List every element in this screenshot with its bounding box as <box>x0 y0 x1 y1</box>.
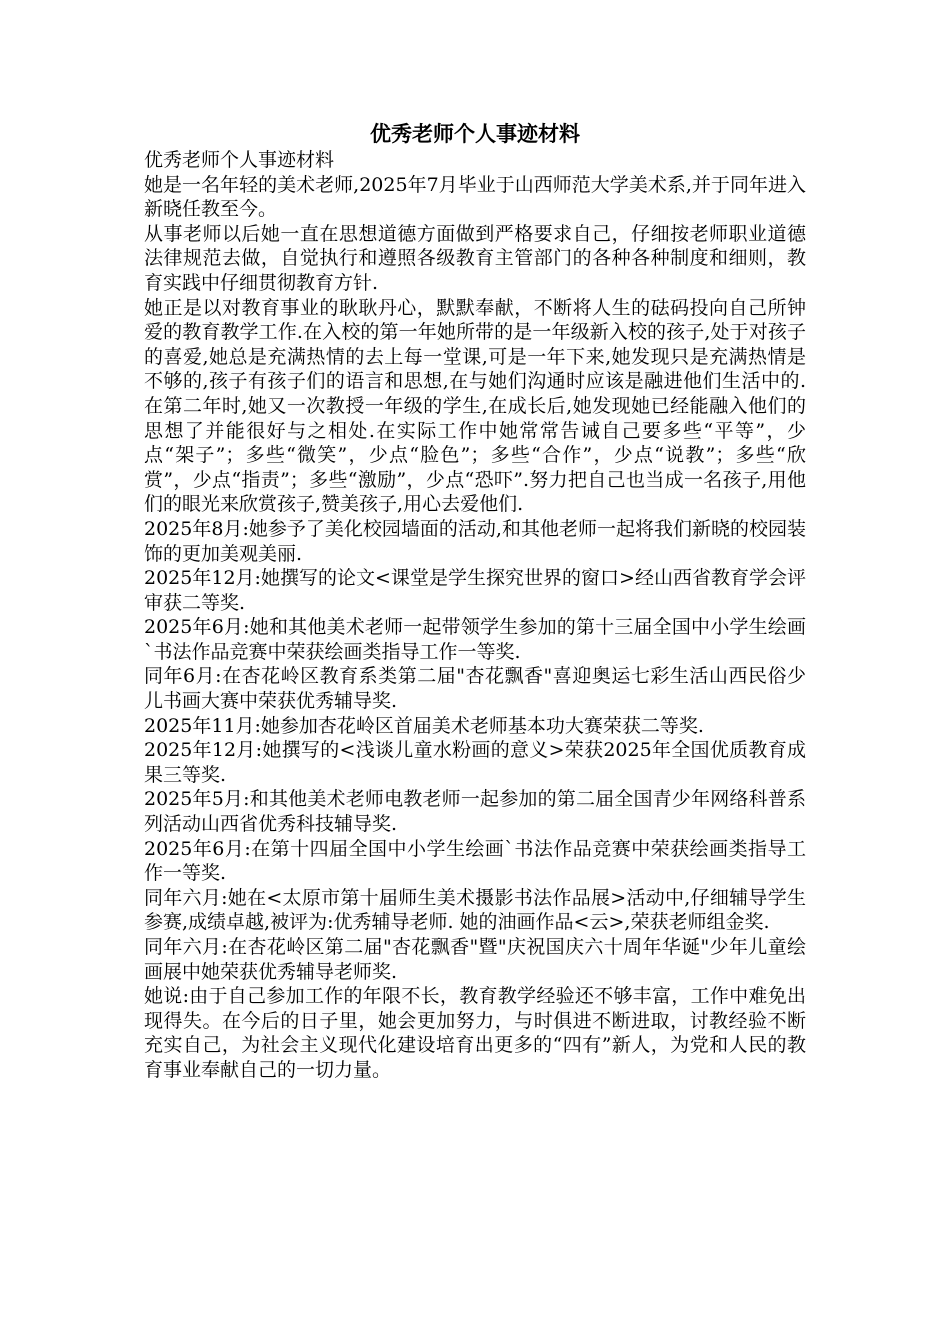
paragraph-achievement: 同年六月:她在<太原市第十届师生美术摄影书法作品展>活动中,仔细辅导学生参赛,成绩卓越,被评为:优秀辅导老师. 她的油画作品<云>,荣获老师组金奖. <box>144 886 806 934</box>
paragraph-subtitle: 优秀老师个人事迹材料 <box>144 149 335 171</box>
paragraph-dedication: 她正是以对教育事业的耿耿丹心，默默奉献，不断将人生的砝码投向自己所钟爱的教育教学工作.在入校的第一年她所带的是一年级新入校的孩子,处于对孩子的喜爱,她总是充满热情的去上每一堂课,可是一年下来,她发现只是充满热情是不够的,孩子有孩子们的语言和思想,在与她们沟通时应该是融进他们生活中的.在第二年时,她又一次教授一年级的学生,在成长后,她发现她已经能融入他们的思想了并能很好与之相处.在实际工作中她常常告诫自己要多些“平等”，少点“架子”；多些“微笑”，少点“脸色”；多些“合作”，少点“说教”；多些“欣赏”，少点“指责”；多些“激励”，少点“恐吓”.努力把自己也当成一名孩子,用他们的眼光来欣赏孩子,赞美孩子,用心去爱他们. <box>144 296 806 516</box>
paragraph-achievement: 同年六月:在杏花岭区第二届"杏花飘香"暨"庆祝国庆六十周年华诞"少年儿童绘画展中她荣获优秀辅导老师奖. <box>144 936 806 983</box>
paragraph-achievement: 2025年6月:在第十四届全国中小学生绘画`书法作品竞赛中荣获绘画类指导工作一等奖. <box>144 837 806 885</box>
paragraph-achievement: 2025年8月:她参予了美化校园墙面的活动,和其他老师一起将我们新晓的校园装饰的更加美观美丽. <box>144 517 806 565</box>
paragraph-achievement: 2025年5月:和其他美术老师电教老师一起参加的第二届全国青少年网络科普系列活动山西省优秀科技辅导奖. <box>144 788 806 836</box>
document-title: 优秀老师个人事迹材料 <box>370 121 580 146</box>
paragraph-achievement: 同年6月:在杏花岭区教育系类第二届"杏花飘香"喜迎奥运七彩生活山西民俗少儿书画大赛中荣获优秀辅导奖. <box>144 665 806 713</box>
paragraph-ethics: 从事老师以后她一直在思想道德方面做到严格要求自己，仔细按老师职业道德法律规范去做，自觉执行和遵照各级教育主管部门的各种各种制度和细则，教育实践中仔细贯彻教育方针. <box>144 222 806 294</box>
paragraph-achievement: 2025年6月:她和其他美术老师一起带领学生参加的第十三届全国中小学生绘画`书法作品竞赛中荣获绘画类指导工作一等奖. <box>144 616 806 663</box>
paragraph-achievement: 2025年11月:她参加杏花岭区首届美术老师基本功大赛荣获二等奖. <box>144 714 704 737</box>
paragraph-achievement: 2025年12月:她撰写的<浅谈儿童水粉画的意义>荣获2025年全国优质教育成果三等奖. <box>144 739 806 786</box>
document-page <box>144 120 806 1083</box>
paragraph-closing: 她说:由于自己参加工作的年限不长，教育教学经验还不够丰富，工作中难免出现得失。在今后的日子里，她会更加努力，与时俱进不断进取，讨教经验不断充实自己，为社会主义现代化建设培育出更多的“四有”新人，为党和人民的教育事业奉献自己的一切力量。 <box>144 985 806 1081</box>
paragraph-intro: 她是一名年轻的美术老师,2025年7月毕业于山西师范大学美术系,并于同年进入新晓任教至今。 <box>144 173 806 221</box>
paragraph-achievement: 2025年12月:她撰写的论文<课堂是学生探究世界的窗口>经山西省教育学会评审获二等奖. <box>144 567 806 614</box>
